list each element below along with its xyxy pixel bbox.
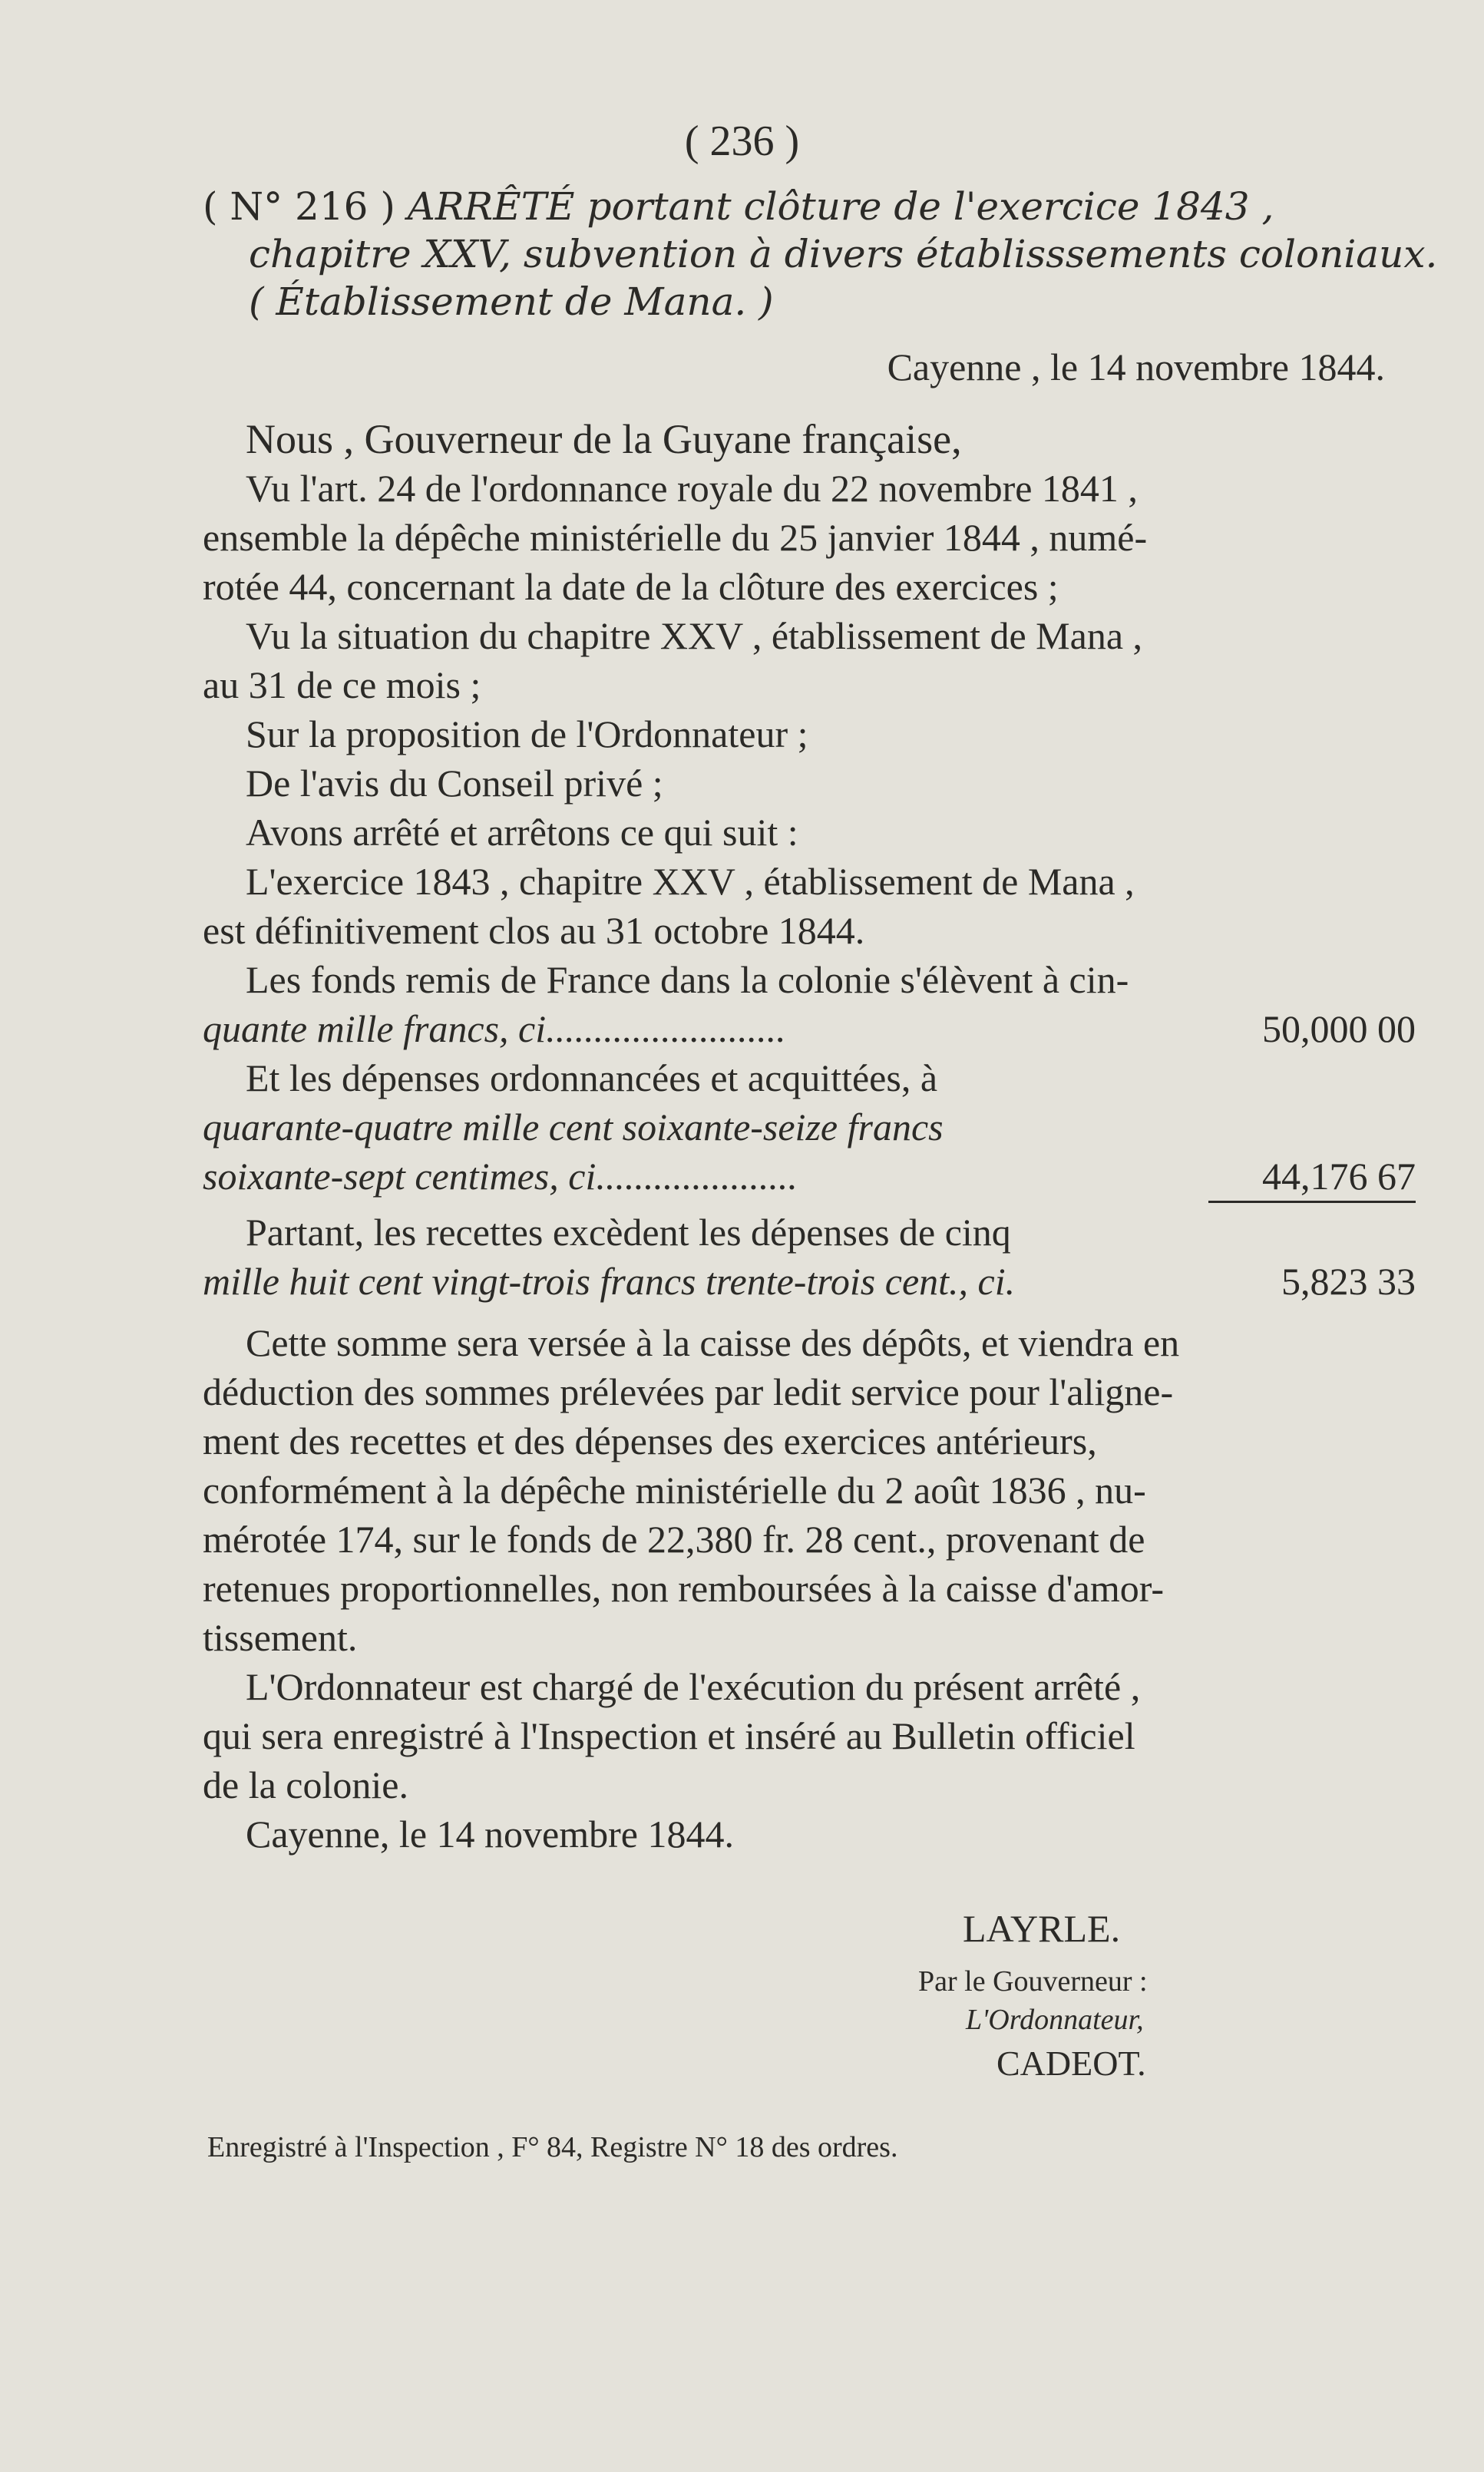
page-number: ( 236 )	[684, 117, 800, 165]
partant-line-1: Partant, les recettes excèdent les dépenses de cinq	[246, 1211, 1011, 1254]
somme-line-4: conformément à la dépêche ministérielle du 2 août 1836 , nu-	[203, 1469, 1146, 1512]
fonds-line-1: Les fonds remis de France dans la colonie s'élèvent à cin-	[246, 958, 1129, 1001]
somme-line-3: ment des recettes et des dépenses des exercices antérieurs,	[203, 1419, 1097, 1462]
vu-1-line-1: Vu l'art. 24 de l'ordonnance royale du 22 novembre 1841 ,	[246, 467, 1138, 510]
fonds-amount: 50,000 00	[1262, 1007, 1416, 1050]
avons-line: Avons arrêté et arrêtons ce qui suit :	[246, 811, 798, 854]
fonds-row	[203, 1004, 1416, 1053]
exercice-line-1: L'exercice 1843 , chapitre XXV , établissement de Mana ,	[246, 860, 1135, 903]
ordonnateur-role: L'Ordonnateur,	[966, 2004, 1144, 2036]
registration-line: Enregistré à l'Inspection , F° 84, Registre N° 18 des ordres.	[207, 2131, 898, 2163]
sum-rule	[1208, 1201, 1416, 1203]
closing-date: Cayenne, le 14 novembre 1844.	[246, 1813, 734, 1856]
exercice-line-2: est définitivement clos au 31 octobre 1844.	[203, 909, 865, 952]
depenses-line-1: Et les dépenses ordonnancées et acquittées, à	[246, 1056, 938, 1099]
title-line-2: chapitre XXV, subvention à divers établisssements coloniaux.	[249, 232, 1438, 276]
decree-number: ( N° 216 )	[203, 184, 395, 229]
depenses-row	[203, 1152, 1416, 1201]
title-heading-1: ARRÊTÉ portant clôture de l'exercice 1843 ,	[407, 184, 1274, 229]
title-line-3: ( Établissement de Mana. )	[249, 279, 774, 324]
somme-line-7: tissement.	[203, 1616, 358, 1659]
avis-line: De l'avis du Conseil privé ;	[246, 762, 663, 805]
vu-2-line-2: au 31 de ce mois ;	[203, 663, 481, 706]
ordonnateur-line-3: de la colonie.	[203, 1763, 408, 1806]
partant-amount: 5,823 33	[1281, 1260, 1416, 1303]
fonds-line-2: quante mille francs, ci.........................	[203, 1007, 786, 1050]
ordonnateur-name: CADEOT.	[996, 2044, 1146, 2083]
par-le-gouverneur: Par le Gouverneur :	[918, 1965, 1148, 1998]
vu-1-line-2: ensemble la dépêche ministérielle du 25 janvier 1844 , numé-	[203, 516, 1148, 559]
title-line-1	[203, 183, 1416, 230]
depenses-line-3: soixante-sept centimes, ci.....................	[203, 1155, 798, 1198]
somme-line-6: retenues proportionnelles, non remboursées à la caisse d'amor-	[203, 1567, 1165, 1610]
decree-title	[203, 183, 1438, 326]
somme-line-5: mérotée 174, sur le fonds de 22,380 fr. 28 cent., provenant de	[203, 1518, 1145, 1561]
vu-1-line-3: rotée 44, concernant la date de la clôture des exercices ;	[203, 565, 1059, 608]
vu-2-line-1: Vu la situation du chapitre XXV , établissement de Mana ,	[246, 614, 1143, 657]
depenses-amount: 44,176 67	[1262, 1155, 1416, 1198]
decree-body	[203, 415, 1416, 1859]
ordonnateur-line-2: qui sera enregistré à l'Inspection et inséré au Bulletin officiel	[203, 1714, 1135, 1757]
ordonnateur-line-1: L'Ordonnateur est chargé de l'exécution du présent arrêté ,	[246, 1665, 1141, 1708]
signature-block	[203, 1904, 1416, 2088]
depenses-line-2: quarante-quatre mille cent soixante-seize francs	[203, 1105, 944, 1148]
governor-signature: LAYRLE.	[963, 1907, 1121, 1950]
place-date-header: Cayenne , le 14 novembre 1844.	[887, 345, 1385, 388]
sur-line: Sur la proposition de l'Ordonnateur ;	[246, 712, 808, 755]
somme-line-2: déduction des sommes prélevées par ledit service pour l'aligne-	[203, 1370, 1174, 1413]
somme-line-1: Cette somme sera versée à la caisse des dépôts, et viendra en	[246, 1321, 1180, 1364]
nous-line: Nous , Gouverneur de la Guyane française,	[246, 416, 962, 462]
partant-line-2: mille huit cent vingt-trois francs trente-trois cent., ci.	[203, 1260, 1016, 1303]
partant-row	[203, 1257, 1416, 1306]
